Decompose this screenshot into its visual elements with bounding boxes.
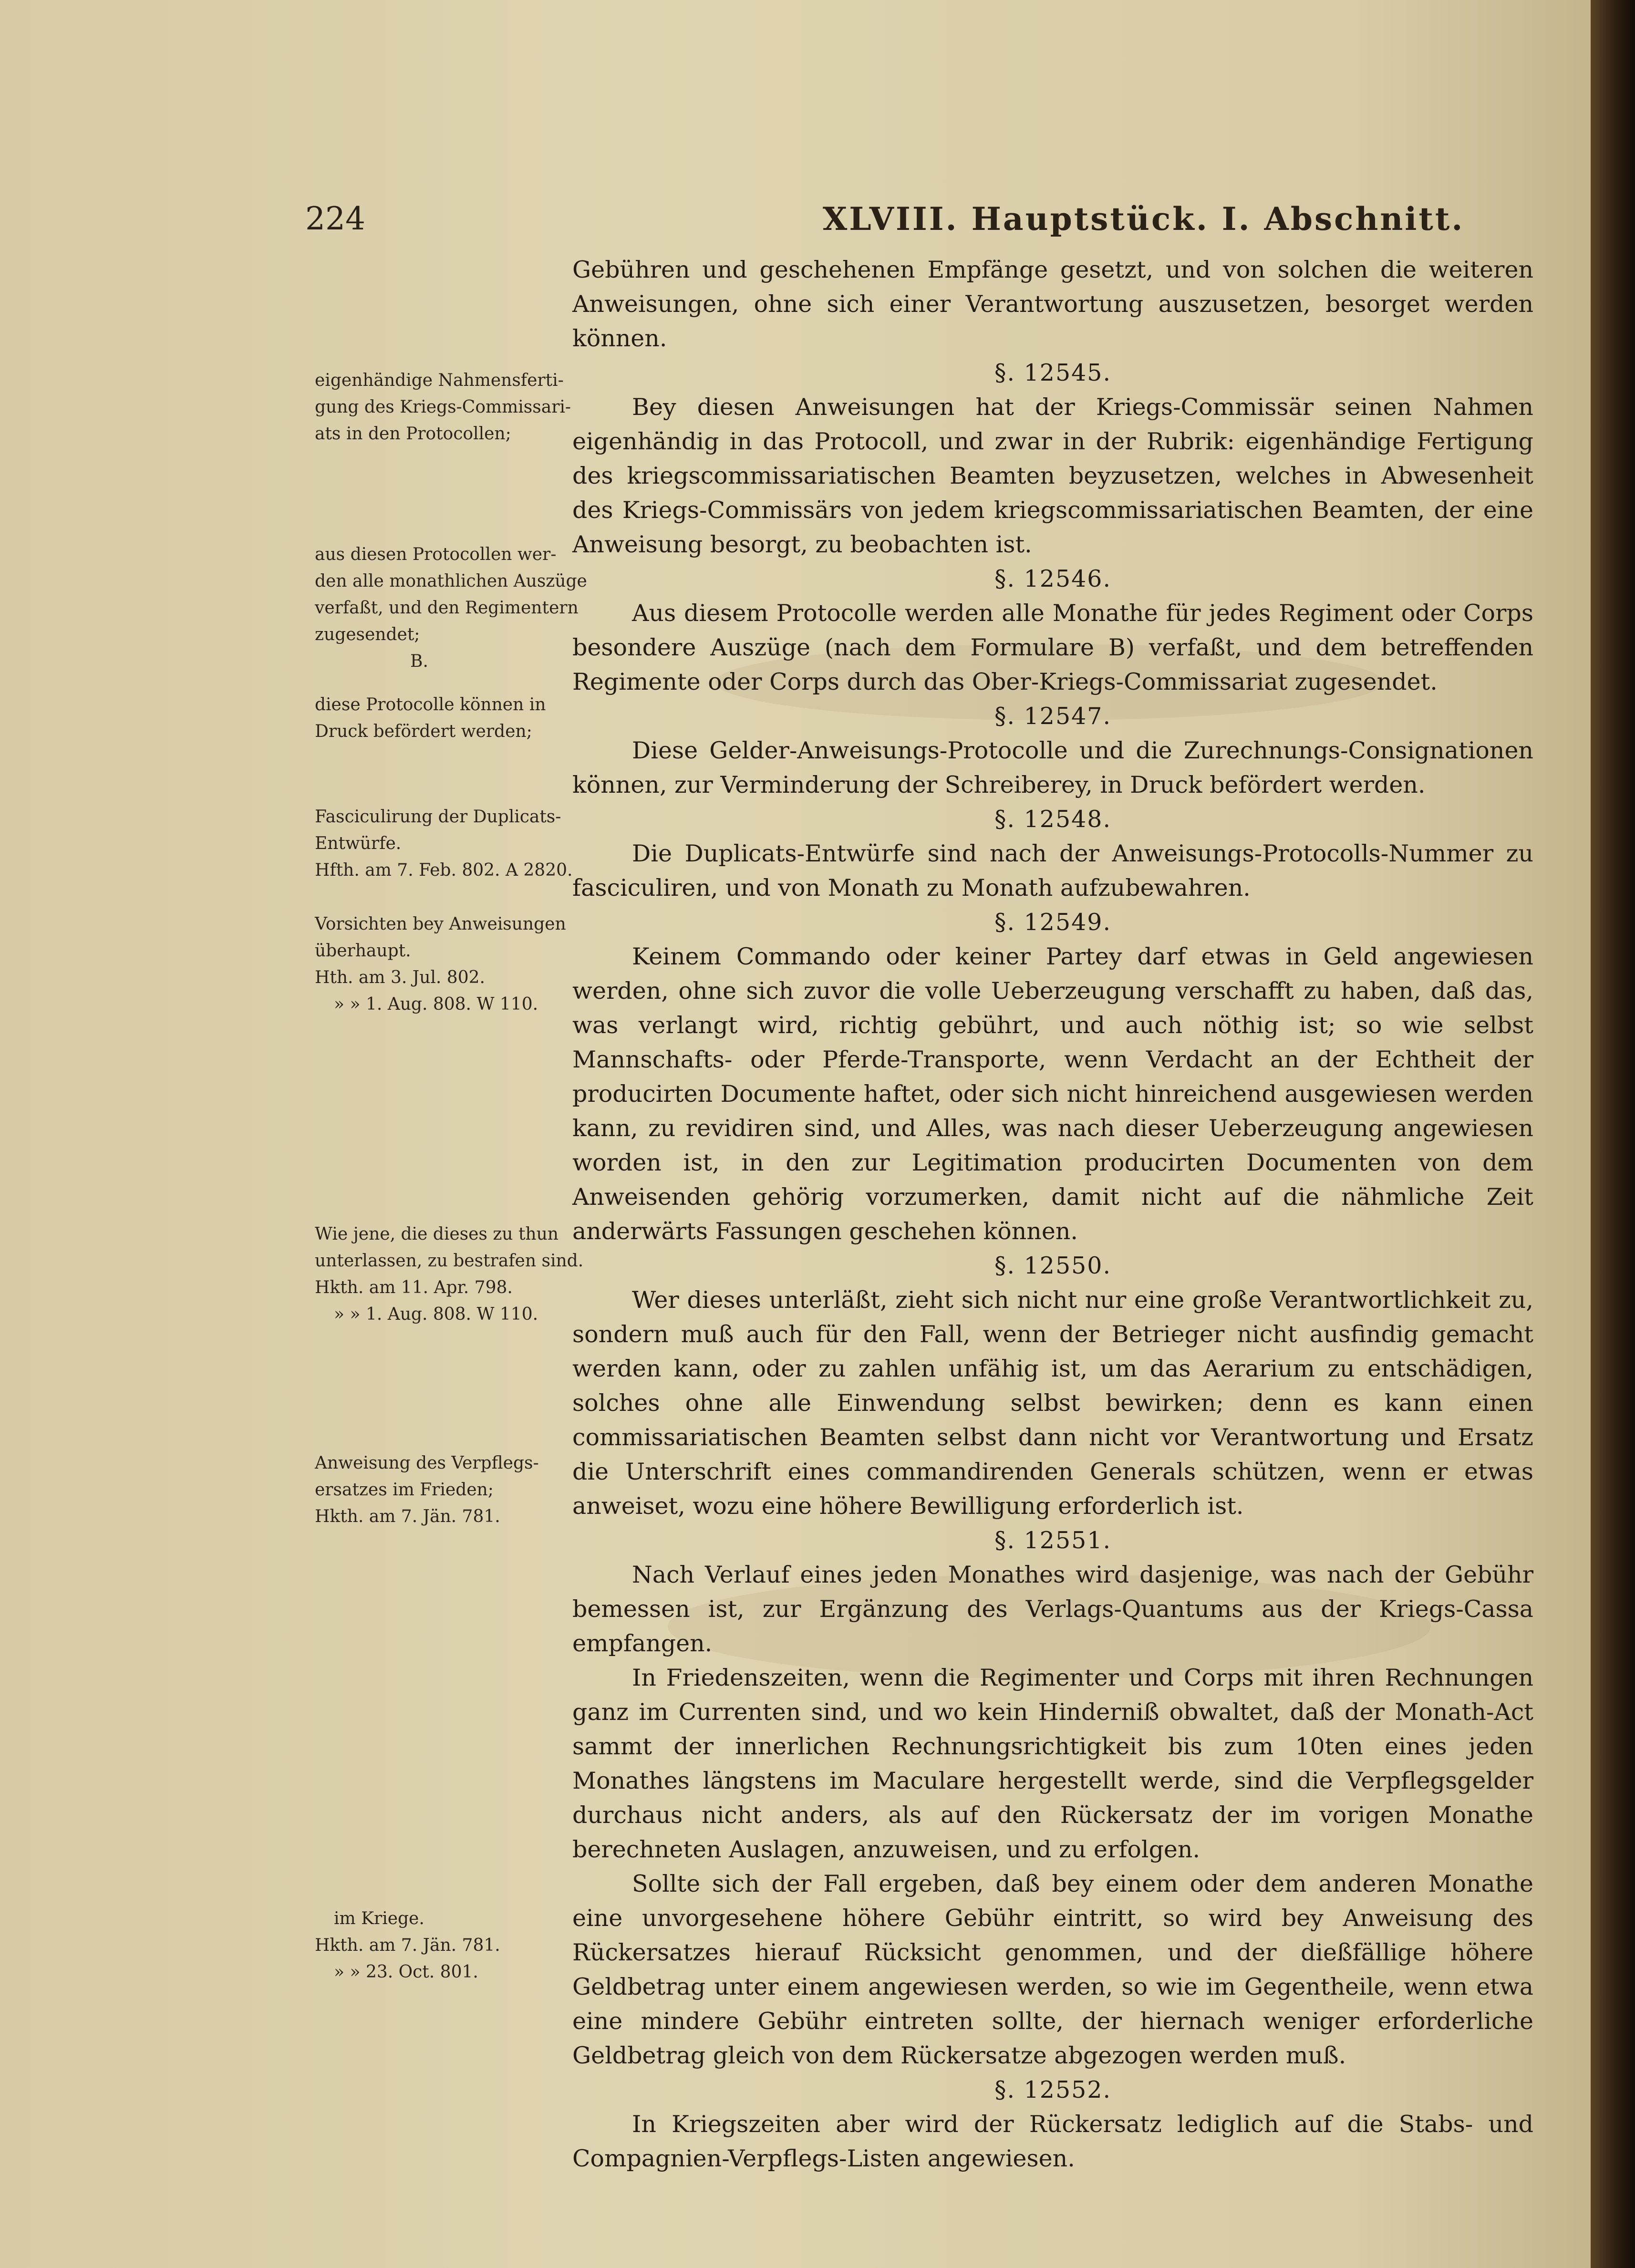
margin-note: aus diesen Protocollen wer- den alle monathlichen Auszüge verfaßt, und den Regimentern zugesendet; B.: [315, 545, 587, 671]
margin-note: diese Protocolle können in Druck befördert werden;: [315, 695, 546, 741]
margin-note: Fasciculirung der Duplicats- Entwürfe. Hfth. am 7. Feb. 802. A 2820.: [315, 807, 573, 880]
paragraph: Aus diesem Protocolle werden alle Monathe für jedes Regiment oder Corps besondere Auszüge (nach dem Formulare B) verfaßt, und dem betreffenden Regimente oder Corps durch das Ober-Kriegs-Commissariat zugesendet.: [572, 600, 1533, 695]
section-heading: §. 12545.: [994, 359, 1112, 386]
page-number: 224: [305, 200, 365, 237]
paragraph: Wer dieses unterläßt, zieht sich nicht nur eine große Verantwortlichkeit zu, sondern muß auch für den Fall, wenn der Betrieger nicht ausfindig gemacht werden kann, oder zu zahlen unfähig ist, um das Aerarium zu entschädigen, solches ohne alle Einwendung selbst bewirken; denn es kann einen commissariatischen Beamten selbst dann nicht vor Verantwortung und Ersatz die Unterschrift eines commandirenden Generals schützen, wenn er etwas anweiset, wozu eine höhere Bewilligung erforderlich ist.: [572, 1286, 1533, 1520]
book-binding-edge: [1591, 0, 1635, 2268]
margin-note: Anweisung des Verpflegs- ersatzes im Frieden; Hkth. am 7. Jän. 781.: [315, 1453, 539, 1526]
section-heading: §. 12550.: [994, 1252, 1112, 1279]
section-heading: §. 12549.: [994, 909, 1112, 936]
paragraph: In Kriegszeiten aber wird der Rückersatz lediglich auf die Stabs- und Compagnien-Verpflegs-Listen angewiesen.: [572, 2111, 1533, 2172]
section-heading: §. 12548.: [994, 806, 1112, 833]
paragraph: Keinem Commando oder keiner Partey darf etwas in Geld angewiesen werden, ohne sich zuvor die volle Ueberzeugung verschafft zu haben, daß das, was verlangt wird, richtig gebührt, und auch nöthig ist; so wie selbst Mannschafts- oder Pferde-Transporte, wenn Verdacht an der Echtheit der producirten Documente haftet, oder sich nicht hinreichend ausgewiesen werden kann, zu revidiren sind, und Alles, was nach dieser Ueberzeugung angewiesen worden ist, in den zur Legitimation producirten Documenten von dem Anweisenden gehörig vorzumerken, damit nicht auf die nähmliche Zeit anderwärts Fassungen geschehen können.: [572, 943, 1533, 1245]
margin-note: Vorsichten bey Anweisungen überhaupt. Hth. am 3. Jul. 802. » » 1. Aug. 808. W 110.: [315, 914, 566, 1014]
page-header: [305, 191, 1545, 248]
margin-note: eigenhändige Nahmensferti- gung des Kriegs-Commissari- ats in den Protocollen;: [315, 371, 571, 444]
paragraph: Die Duplicats-Entwürfe sind nach der Anweisungs-Protocolls-Nummer zu fasciculiren, und von Monath zu Monath aufzubewahren.: [572, 840, 1533, 901]
main-text: [572, 253, 1533, 2176]
section-heading: §. 12547.: [994, 703, 1112, 730]
section-heading: §. 12546.: [994, 565, 1112, 592]
section-heading: §. 12551.: [994, 1527, 1112, 1554]
paragraph: Nach Verlauf eines jeden Monathes wird dasjenige, was nach der Gebühr bemessen ist, zur Ergänzung des Verlags-Quantums aus der Kriegs-Cassa empfangen.: [572, 1561, 1533, 1657]
paragraph: Bey diesen Anweisungen hat der Kriegs-Commissär seinen Nahmen eigenhändig in das Protocoll, und zwar in der Rubrik: eigenhändige Fertigung des kriegscommissariatischen Beamten beyzusetzen, welches in Abwesenheit des Kriegs-Commissärs von jedem kriegscommissariatischen Beamten, der eine Anweisung besorgt, zu beobachten ist.: [572, 394, 1533, 558]
section-heading: §. 12552.: [994, 2076, 1112, 2103]
chapter-title: XLVIII. Hauptstück. I. Abschnitt.: [823, 200, 1465, 238]
paragraph: Sollte sich der Fall ergeben, daß bey einem oder dem anderen Monathe eine unvorgesehene höhere Gebühr eintritt, so wird bey Anweisung des Rückersatzes hierauf Rücksicht genommen, und der dießfällige höhere Geldbetrag unter einem angewiesen werden, so wie im Gegentheile, wenn etwa eine mindere Gebühr eintreten sollte, der hiernach weniger erforderliche Geldbetrag gleich von dem Rückersatze abgezogen werden muß.: [572, 1870, 1533, 2069]
margin-note: Wie jene, die dieses zu thun unterlassen, zu bestrafen sind. Hkth. am 11. Apr. 798. » » 1. Aug. 808. W 110.: [315, 1224, 584, 1324]
paragraph: Diese Gelder-Anweisungs-Protocolle und die Zurechnungs-Consignationen können, zur Verminderung der Schreiberey, in Druck befördert werden.: [572, 737, 1533, 798]
margin-note: im Kriege. Hkth. am 7. Jän. 781. » » 23. Oct. 801.: [315, 1909, 500, 1982]
paragraph: Gebühren und geschehenen Empfänge gesetzt, und von solchen die weiteren Anweisungen, ohne sich einer Verantwortung auszusetzen, besorget werden können.: [572, 256, 1533, 352]
paragraph: In Friedenszeiten, wenn die Regimenter und Corps mit ihren Rechnungen ganz im Currenten sind, und wo kein Hinderniß obwaltet, daß der Monath-Act sammt der innerlichen Rechnungsrichtigkeit bis zum 10ten eines jeden Monathes längstens im Maculare hergestellt werde, sind die Verpflegsgelder durchaus nicht anders, als auf den Rückersatz der im vorigen Monathe berechneten Auslagen, anzuweisen, und zu erfolgen.: [572, 1664, 1533, 1863]
